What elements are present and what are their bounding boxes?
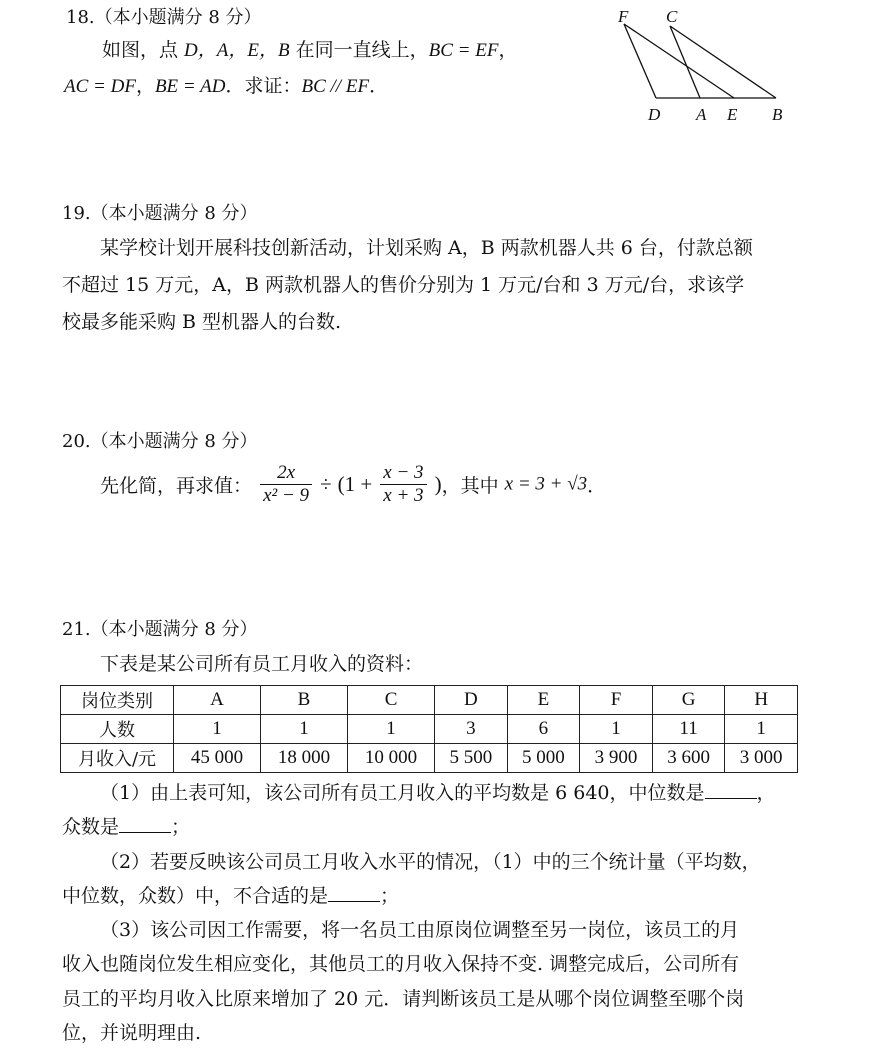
table-cell: 5 500 [435, 744, 508, 773]
table-cell: 11 [652, 715, 725, 744]
table-cell: 3 600 [652, 744, 725, 773]
table-row [61, 715, 798, 744]
q20-x-value: x = 3 + √3 [504, 473, 588, 495]
q21-part1-text: 众数是 [62, 816, 120, 838]
table-cell: 3 [435, 715, 508, 744]
q20-lead-text: 先化简，再求值： [100, 475, 253, 497]
label-d: D [648, 105, 661, 124]
q21-punct: ； [171, 816, 191, 838]
q21-punct: ， [756, 782, 776, 804]
q20-open-paren: (1 + [337, 472, 373, 496]
q21-part2-text: 中位数，众数）中，不合适的是 [62, 885, 329, 907]
q20-mid-text: ，其中 [441, 475, 499, 497]
income-table [60, 685, 798, 773]
label-a: A [696, 105, 707, 124]
q18-text: ．求证： [225, 75, 302, 97]
q20-frac1-numerator: 2x [260, 462, 312, 485]
label-e: E [727, 105, 738, 124]
q18-eq-parallel: BC // EF [301, 76, 370, 97]
q18-text: 如图，点 [102, 39, 185, 61]
q18-line1 [102, 38, 517, 63]
table-cell: 18 000 [261, 744, 348, 773]
q20-end-punct: ． [587, 475, 607, 497]
q18-points: D，A，E，B [184, 40, 290, 61]
table-cell: 5 000 [507, 744, 580, 773]
q20-formula [100, 462, 606, 507]
segment-cb [670, 26, 776, 98]
q21-part3-line2: 收入也随岗位发生相应变化，其他员工的月收入保持不变. 调整完成后，公司所有 [62, 953, 740, 975]
q20-divide-sign: ÷ [320, 472, 332, 496]
table-cell: B [261, 686, 348, 715]
q19-line2: 不超过 15 万元，A，B 两款机器人的售价分别为 1 万元/台和 3 万元/台，求该学 [62, 274, 745, 296]
q18-text: 在同一直线上， [289, 39, 429, 61]
answer-blank-unsuitable[interactable] [328, 883, 380, 902]
q21-part2-line1: （2）若要反映该公司员工月收入水平的情况，（1）中的三个统计量（平均数， [100, 851, 761, 873]
table-cell: 45 000 [174, 744, 261, 773]
table-cell: 1 [725, 715, 798, 744]
table-cell: F [580, 686, 653, 715]
row-label: 月收入/元 [61, 744, 174, 773]
q20-fraction-1 [260, 462, 312, 507]
table-cell: G [652, 686, 725, 715]
table-cell: 1 [580, 715, 653, 744]
table-cell: H [725, 686, 798, 715]
label-c: C [666, 7, 678, 26]
table-cell: 6 [507, 715, 580, 744]
table-cell: 3 000 [725, 744, 798, 773]
q20-heading: 20.（本小题满分 8 分） [62, 431, 258, 452]
answer-blank-mode[interactable] [119, 814, 171, 833]
table-row [61, 686, 798, 715]
q20-fraction-2 [380, 462, 426, 507]
q20-frac2-denominator: x + 3 [383, 485, 424, 506]
q21-part2-line2 [62, 883, 399, 908]
table-cell: 1 [261, 715, 348, 744]
label-f: F [618, 7, 629, 26]
q21-part3-line4: 位，并说明理由. [62, 1022, 202, 1044]
table-cell: D [435, 686, 508, 715]
q18-line2 [64, 74, 388, 99]
q21-part1-line1 [100, 780, 776, 805]
q21-part3-line3: 员工的平均月收入比原来增加了 20 元．请判断该员工是从哪个岗位调整至哪个岗 [62, 988, 745, 1010]
table-cell: 3 900 [580, 744, 653, 773]
q20-frac1-denominator: x² − 9 [263, 485, 310, 506]
table-cell: A [174, 686, 261, 715]
q18-heading: 18.（本小题满分 8 分） [66, 7, 262, 28]
table-cell: E [507, 686, 580, 715]
row-label: 岗位类别 [61, 686, 174, 715]
q21-part1-line2 [62, 814, 190, 839]
table-row [61, 744, 798, 773]
q18-eq-be-ad: BE = AD [154, 76, 226, 97]
q18-text: ． [369, 75, 389, 97]
q21-punct: ； [380, 885, 400, 907]
q18-eq-ac-df: AC = DF [64, 76, 136, 97]
q18-eq-bc-ef: BC = EF [428, 40, 499, 61]
answer-blank-median[interactable] [705, 780, 757, 799]
q21-heading: 21.（本小题满分 8 分） [62, 619, 258, 640]
table-cell: C [348, 686, 435, 715]
table-cell: 1 [174, 715, 261, 744]
table-cell: 1 [348, 715, 435, 744]
q20-close-paren: ) [434, 472, 442, 496]
q19-heading: 19.（本小题满分 8 分） [62, 203, 258, 224]
q18-text: ， [135, 75, 155, 97]
q21-part1-text: （1）由上表可知，该公司所有员工月收入的平均数是 6 640，中位数是 [100, 782, 705, 804]
q19-line1: 某学校计划开展科技创新活动，计划采购 A，B 两款机器人共 6 台，付款总额 [100, 237, 753, 259]
q18-text: ， [498, 39, 518, 61]
q20-frac2-numerator: x − 3 [380, 462, 426, 485]
q21-intro: 下表是某公司所有员工月收入的资料： [100, 653, 424, 675]
row-label: 人数 [61, 715, 174, 744]
q19-line3: 校最多能采购 B 型机器人的台数. [62, 311, 342, 333]
table-cell: 10 000 [348, 744, 435, 773]
q18-geometry-figure [600, 4, 800, 128]
label-b: B [772, 105, 783, 124]
q21-part3-line1: （3）该公司因工作需要，将一名员工由原岗位调整至另一岗位，该员工的月 [100, 919, 740, 941]
